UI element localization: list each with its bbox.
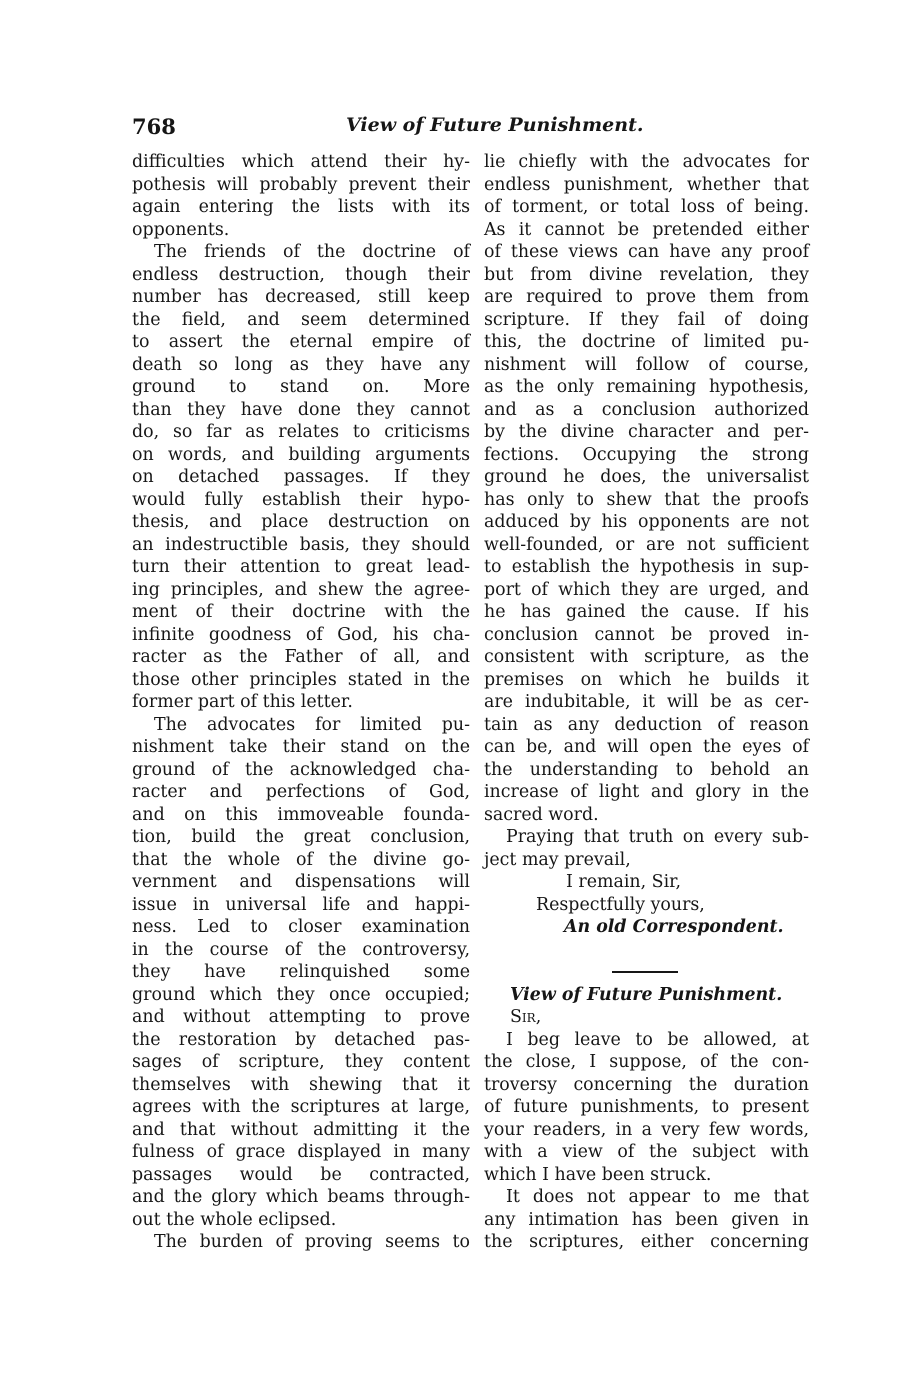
text-line: has only to shew that the proofs [484,489,809,510]
text-line: with a view of the subject with [484,1142,809,1162]
text-line: tain as any deduction of reason [484,714,809,735]
text-line: than they have done they cannot [132,399,470,420]
text-line: consistent with scripture, as the [484,647,809,667]
text-line: racter as the Father of all, and [132,647,470,667]
text-line: thesis, and place destruction on [132,512,470,532]
text-line: would fully establish their hypo- [132,489,470,510]
text-line: scripture. If they fail of doing [484,309,809,330]
text-line: racter and perfections of God, [132,782,470,802]
signature-line-3: An old Correspondent. [564,917,784,937]
text-line: they have relinquished some [132,962,470,982]
text-line: in the course of the controversy, [132,939,470,960]
text-line: passages would be contracted, [132,1164,470,1185]
text-line: sages of scripture, they content [132,1052,470,1072]
text-line: agrees with the scriptures at large, [132,1097,470,1117]
text-line: and that without admitting it the [132,1119,470,1140]
section-divider [484,961,809,984]
text-line: ment of their doctrine with the [132,602,470,622]
text-line: premises on which he builds it [484,669,809,690]
text-line: are indubitable, it will be as cer- [484,692,809,712]
signature-line-2: Respectfully yours, [536,894,705,915]
text-line: ground of the acknowledged cha- [132,759,470,780]
text-line: ground to stand on. More [132,377,470,397]
spacer [484,939,809,962]
text-line: but from divine revelation, they [484,264,809,285]
text-line: any intimation has been given in [484,1209,809,1230]
text-line: that the whole of the divine go- [132,849,470,870]
text-line: opponents. [132,219,230,240]
text-line: issue in universal life and happi- [132,894,470,915]
text-line: again entering the lists with its [132,197,470,217]
text-line: an indestructible basis, they should [132,534,470,555]
text-line: and the glory which beams through- [132,1187,470,1207]
text-line: and without attempting to prove [132,1007,470,1027]
text-line: the field, and seem determined [132,309,470,330]
text-line: infinite goodness of God, his cha- [132,624,470,645]
text-line: ness. Led to closer examination [132,917,470,937]
text-line: adduced by his opponents are not [484,512,809,532]
text-line: of future punishments, to present [484,1097,809,1117]
text-line: ground he does, the universalist [484,467,809,487]
text-line: themselves with shewing that it [132,1074,470,1095]
text-line: It does not appear to me that [506,1187,809,1207]
article-salutation: Sir, [510,1007,542,1027]
left-column [132,151,470,1254]
running-head-title: View of Future Punishment. [346,114,644,136]
text-line: lie chiefly with the advocates for [484,152,809,172]
text-line: by the divine character and per- [484,422,809,442]
text-line: endless punishment, whether that [484,174,809,195]
text-line: which I have been struck. [484,1164,712,1185]
text-line: number has decreased, still keep [132,287,470,307]
text-line: death so long as they have any [132,354,470,375]
text-line: the restoration by detached pas- [132,1029,470,1050]
text-line: of torment, or total loss of being. [484,197,809,217]
text-line: well-founded, or are not sufficient [484,534,809,555]
text-line: tion, build the great conclusion, [132,827,470,847]
text-line: and on this immoveable founda- [132,804,470,825]
text-line: nishment take their stand on the [132,737,470,757]
text-line: ground which they once occupied; [132,984,470,1005]
text-line: The burden of proving seems to [154,1232,470,1252]
text-line: the scriptures, either concerning [484,1232,809,1252]
text-line: increase of light and glory in the [484,782,809,802]
page-number: 768 [132,114,176,139]
text-line: sacred word. [484,804,599,825]
text-line: port of which they are urged, and [484,579,809,600]
text-line: ing principles, and shew the agree- [132,579,470,600]
text-line: fulness of grace displayed in many [132,1142,470,1162]
text-line: and as a conclusion authorized [484,399,809,420]
right-column-text [484,151,809,871]
text-line: The friends of the doctrine of [154,242,470,262]
text-line: the understanding to behold an [484,759,809,780]
text-line: endless destruction, though their [132,264,470,285]
text-line: he has gained the cause. If his [484,602,809,622]
text-line: conclusion cannot be proved in- [484,624,809,645]
text-line: ject may prevail, [484,849,631,870]
text-line: as the only remaining hypothesis, [484,377,809,397]
text-line: on words, and building arguments [132,444,470,465]
text-line: your readers, in a very few words, [484,1119,809,1140]
text-line: those other principles stated in the [132,669,470,690]
text-line: of these views can have any proof [484,242,809,262]
running-header [132,114,812,144]
text-line: the close, I suppose, of the con- [484,1052,809,1072]
text-line: out the whole eclipsed. [132,1209,337,1230]
text-line: to assert the eternal empire of [132,332,470,352]
text-line: do, so far as relates to criticisms [132,422,470,442]
text-line: fections. Occupying the strong [484,444,809,465]
article-title: View of Future Punishment. [510,984,783,1005]
text-line: this, the doctrine of limited pu- [484,332,809,352]
text-line: pothesis will probably prevent their [132,174,470,195]
text-line: I beg leave to be allowed, at [506,1029,809,1050]
text-line: The advocates for limited pu- [154,714,470,735]
text-line: can be, and will open the eyes of [484,737,809,757]
text-line: troversy concerning the duration [484,1074,809,1095]
text-line: vernment and dispensations will [132,872,470,892]
signature-line-1: I remain, Sir, [566,872,682,892]
right-column [484,151,809,1254]
text-line: Praying that truth on every sub- [506,827,809,847]
text-line: nishment will follow of course, [484,354,809,375]
text-line: As it cannot be pretended either [484,219,809,240]
text-line: difficulties which attend their hy- [132,152,470,172]
text-line: to establish the hypothesis in sup- [484,557,809,577]
text-line: on detached passages. If they [132,467,470,487]
text-line: are required to prove them from [484,287,809,307]
text-line: former part of this letter. [132,692,353,712]
text-line: turn their attention to great lead- [132,557,470,577]
article-body [484,1029,809,1254]
